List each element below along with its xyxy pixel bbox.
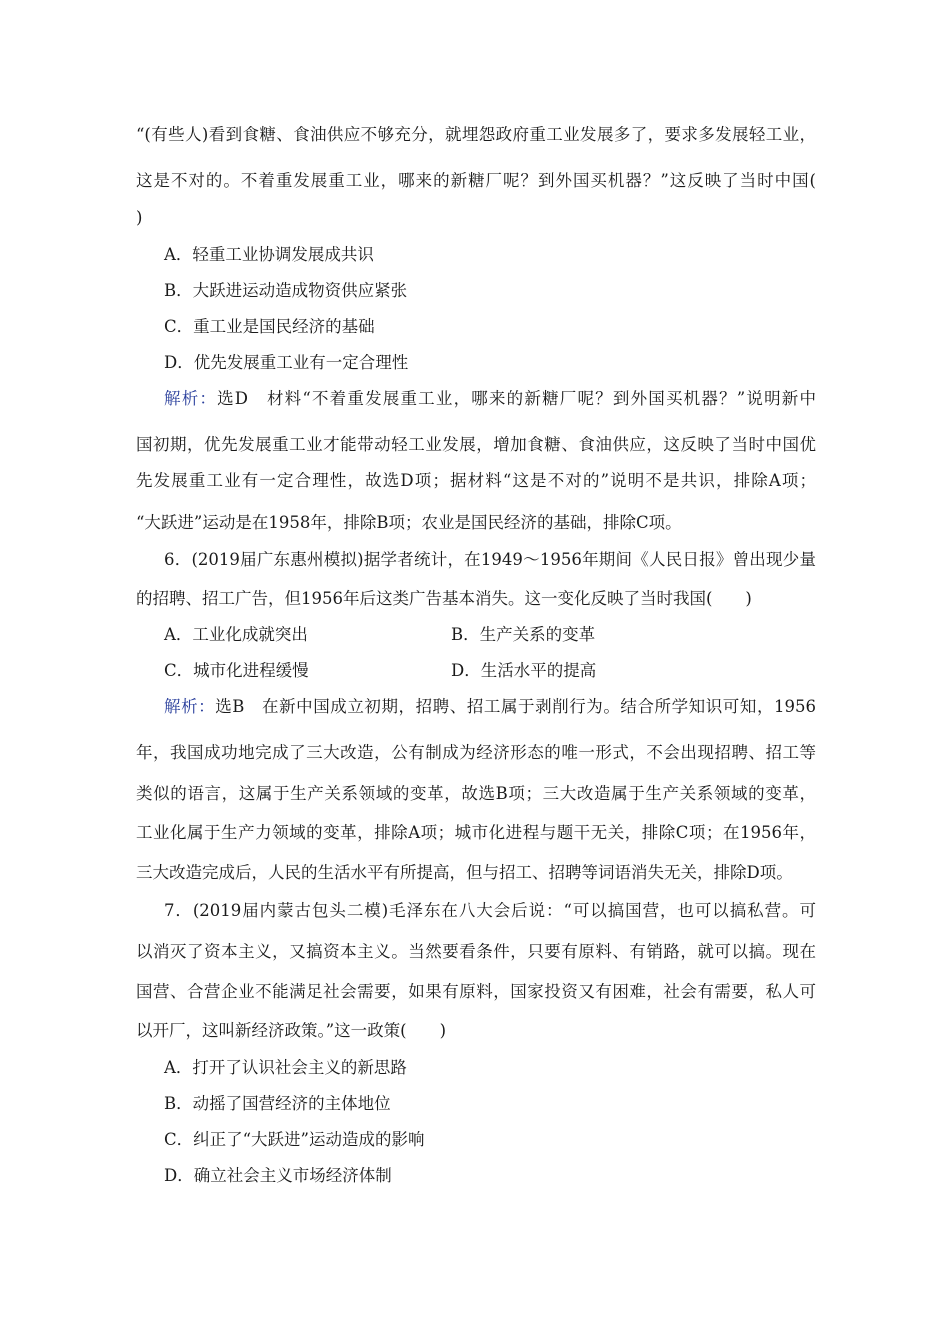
question-stem-line: 这是不对的。不着重发展重工业，哪来的新糖厂呢？到外国买机器？”这反映了当时中国( bbox=[136, 171, 816, 190]
analysis-label: 解析： bbox=[164, 389, 218, 408]
option-d: D．优先发展重工业有一定合理性 bbox=[164, 353, 409, 372]
analysis-text: 选B 在新中国成立初期，招聘、招工属于剥削行为。结合所学知识可知，1956 bbox=[215, 697, 816, 716]
option-a: A．轻重工业协调发展成共识 bbox=[164, 245, 374, 264]
question-7-stem-line: 7．(2019届内蒙古包头二模)毛泽东在八大会后说：“可以搞国营，也可以搞私营。可 bbox=[164, 901, 816, 920]
question-7-stem-line: 以开厂，这叫新经济政策。”这一政策( ) bbox=[136, 1021, 447, 1040]
analysis-text: 选D 材料“不着重发展重工业，哪来的新糖厂呢？到外国买机器？”说明新中 bbox=[217, 389, 816, 408]
question-stem-line: “(有些人)看到食糖、食油供应不够充分，就埋怨政府重工业发展多了，要求多发展轻工业， bbox=[136, 125, 816, 144]
option-c: C．重工业是国民经济的基础 bbox=[164, 317, 375, 336]
analysis-line: 国初期，优先发展重工业才能带动轻工业发展，增加食糖、食油供应，这反映了当时中国优 bbox=[136, 435, 816, 454]
analysis-line: 先发展重工业有一定合理性，故选D项；据材料“这是不对的”说明不是共识，排除A项； bbox=[136, 471, 816, 490]
question-7-stem-line: 以消灭了资本主义，又搞资本主义。当然要看条件，只要有原料、有销路，就可以搞。现在 bbox=[136, 942, 816, 961]
option-d: D．确立社会主义市场经济体制 bbox=[164, 1166, 392, 1185]
option-b: B．生产关系的变革 bbox=[451, 625, 596, 644]
question-stem-line: ) bbox=[136, 208, 143, 227]
question-6-stem-line: 6．(2019届广东惠州模拟)据学者统计，在1949～1956年期间《人民日报》曾出现少量 bbox=[164, 550, 816, 569]
question-6-stem-line: 的招聘、招工广告，但1956年后这类广告基本消失。这一变化反映了当时我国( ) bbox=[136, 589, 752, 608]
analysis-line: 类似的语言，这属于生产关系领域的变革，故选B项；三大改造属于生产关系领域的变革， bbox=[136, 784, 816, 803]
analysis-label: 解析： bbox=[164, 697, 216, 716]
analysis-line: “大跃进”运动是在1958年，排除B项；农业是国民经济的基础，排除C项。 bbox=[136, 513, 682, 532]
analysis-line bbox=[164, 388, 816, 410]
option-b: B．动摇了国营经济的主体地位 bbox=[164, 1094, 391, 1113]
option-c: C．纠正了“大跃进”运动造成的影响 bbox=[164, 1130, 425, 1149]
option-a: A．打开了认识社会主义的新思路 bbox=[164, 1058, 407, 1077]
analysis-line: 工业化属于生产力领域的变革，排除A项；城市化进程与题干无关，排除C项；在1956年， bbox=[136, 823, 816, 842]
analysis-line: 年，我国成功地完成了三大改造，公有制成为经济形态的唯一形式，不会出现招聘、招工等 bbox=[136, 743, 816, 762]
option-d: D．生活水平的提高 bbox=[451, 661, 597, 680]
option-a: A．工业化成就突出 bbox=[164, 625, 308, 644]
analysis-line: 三大改造完成后，人民的生活水平有所提高，但与招工、招聘等词语消失无关，排除D项。 bbox=[136, 863, 793, 882]
option-c: C．城市化进程缓慢 bbox=[164, 661, 309, 680]
option-b: B．大跃进运动造成物资供应紧张 bbox=[164, 281, 408, 300]
analysis-line bbox=[164, 696, 816, 718]
question-7-stem-line: 国营、合营企业不能满足社会需要，如果有原料，国家投资又有困难，社会有需要，私人可 bbox=[136, 982, 816, 1001]
